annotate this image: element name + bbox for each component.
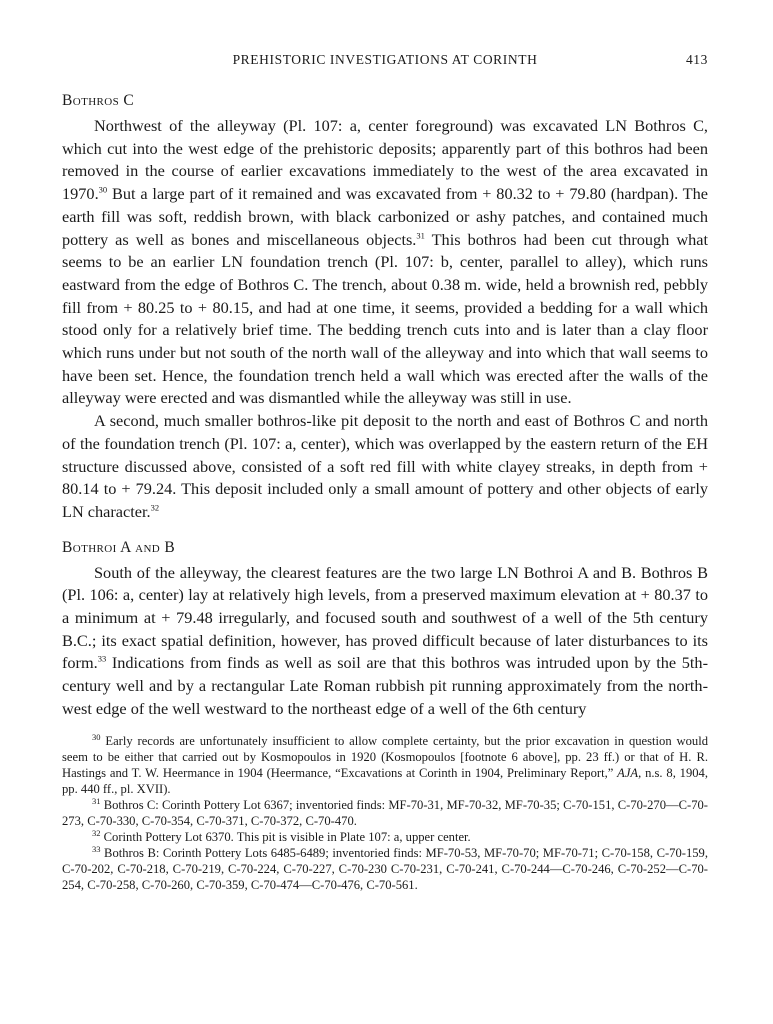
paragraph — [62, 562, 708, 721]
footnote — [62, 845, 708, 893]
running-head — [62, 50, 708, 72]
page-number: 413 — [685, 52, 708, 67]
paragraph-text: Northwest of the alleyway (Pl. 107: a, center foreground) was excavated LN Bothros C, which cut into the west edge of the prehistoric deposits; apparently part of this bothros had been removed in the course of earlier excavations immediately to the west of the area excavated in 1970. — [62, 116, 708, 204]
footnote — [62, 797, 708, 829]
paragraph-text: Indications from finds as well as soil are that this bothros was intruded upon by the 5th-century well and by a rectangular Late Roman rubbish pit running approximately from the northwest edge of the well westward to the northeast edge of a well of the 6th century — [62, 653, 708, 718]
paragraph-text: But a large part of it remained and was excavated from + 80.32 to + 79.80 (hardpan). The earth fill was soft, reddish brown, with black carbonized or ashy patches, and contained much pottery as well as bones and miscellaneous objects. — [62, 184, 708, 249]
footnote-text: n.s. 8, 1904, pp. 440 ff., pl. XVII). — [62, 765, 708, 796]
section-heading: Bothroi A and B — [62, 538, 176, 556]
page — [62, 50, 708, 893]
section-bothros-c — [62, 92, 708, 524]
section-bothroi-a-and-b — [62, 539, 708, 721]
footnote-ref: 32 — [150, 502, 160, 513]
paragraph-text: A second, much smaller bothros-like pit deposit to the north and east of Bothros C and north of the foundation trench (Pl. 107: a, center), which was overlapped by the eastern return of the EH structure discussed above, consisted of a soft red fill with white clayey streaks, in depth from + 80.14 to + 79.24. This deposit included only a small amount of pottery and other objects of early LN character. — [62, 411, 708, 521]
footnote-text: Corinth Pottery Lot 6370. This pit is visible in Plate 107: a, upper center. — [100, 829, 471, 844]
footnote — [62, 733, 708, 797]
running-head-title: PREHISTORIC INVESTIGATIONS AT CORINTH — [232, 52, 538, 67]
footnotes — [62, 733, 708, 893]
footnote — [62, 829, 708, 845]
paragraph — [62, 115, 708, 410]
footnote-number: 30 — [92, 731, 101, 742]
footnote-number: 31 — [92, 795, 101, 806]
paragraph-text: South of the alleyway, the clearest features are the two large LN Bothroi A and B. Bothros B (Pl. 106: a, center) lay at relatively high levels, from a preserved maximum elevation at + 80.37 to a minimum at + 79.48 irregularly, and focused south and southwest of a well of the 5th century B.C.; its exact spatial definition, however, has proved difficult because of later disturbances to its form. — [62, 562, 708, 673]
paragraph-text: This bothros had been cut through what seems to be an earlier LN foundation trench (Pl. 107: b, center, parallel to alley), which runs eastward from the edge of Bothros C. The trench, about 0.38 m. wide, held a brownish red, pebbly fill from + 80.25 to + 80.15, and had at one time, it seems, provided a bedding for a wall which stood only for a relatively brief time. The bedding trench cuts into and is later than a clay floor which runs under but not south of the north wall of the alleyway and into which that wall seems to have been set. Hence, the foundation trench held a wall which was erected after the walls of the alleyway were erected and was dismantled while the alleyway was still in use. — [62, 229, 708, 408]
footnote-text: Early records are unfortunately insufficient to allow complete certainty, but the prior excavation in question would seem to be either that carried out by Kosmopoulos in 1920 (Kosmopoulos [footnote 6 above], pp. 23 ff.) or that of H. R. Hastings and T. W. Heermance in 1904 (Heermance, “Excavations at Corinth in 1904, Preliminary Report,” — [62, 733, 708, 780]
footnote-ref: 31 — [416, 230, 425, 241]
footnote-number: 33 — [92, 843, 101, 854]
journal-abbreviation: AJA, — [617, 765, 642, 780]
paragraph — [62, 410, 708, 524]
footnote-ref: 30 — [98, 184, 108, 195]
footnote-ref: 33 — [97, 654, 107, 665]
section-heading: Bothros C — [62, 92, 135, 109]
footnote-text: Bothros C: Corinth Pottery Lot 6367; inventoried finds: MF-70-31, MF-70-32, MF-70-35; C-70-151, C-70-270—C-70-273, C-70-330, C-70-354, C-70-371, C-70-372, C-70-470. — [62, 797, 708, 828]
footnote-number: 32 — [92, 827, 101, 838]
footnote-text: Bothros B: Corinth Pottery Lots 6485-6489; inventoried finds: MF-70-53, MF-70-70; MF-70-71; C-70-158, C-70-159, C-70-202, C-70-218, C-70-219, C-70-224, C-70-227, C-70-230 C-70-231, C-70-241, C-70-244—C-70-246, C-70-252—C-70-254, C-70-258, C-70-260, C-70-359, C-70-474—C-70-476, C-70-561. — [62, 845, 708, 892]
